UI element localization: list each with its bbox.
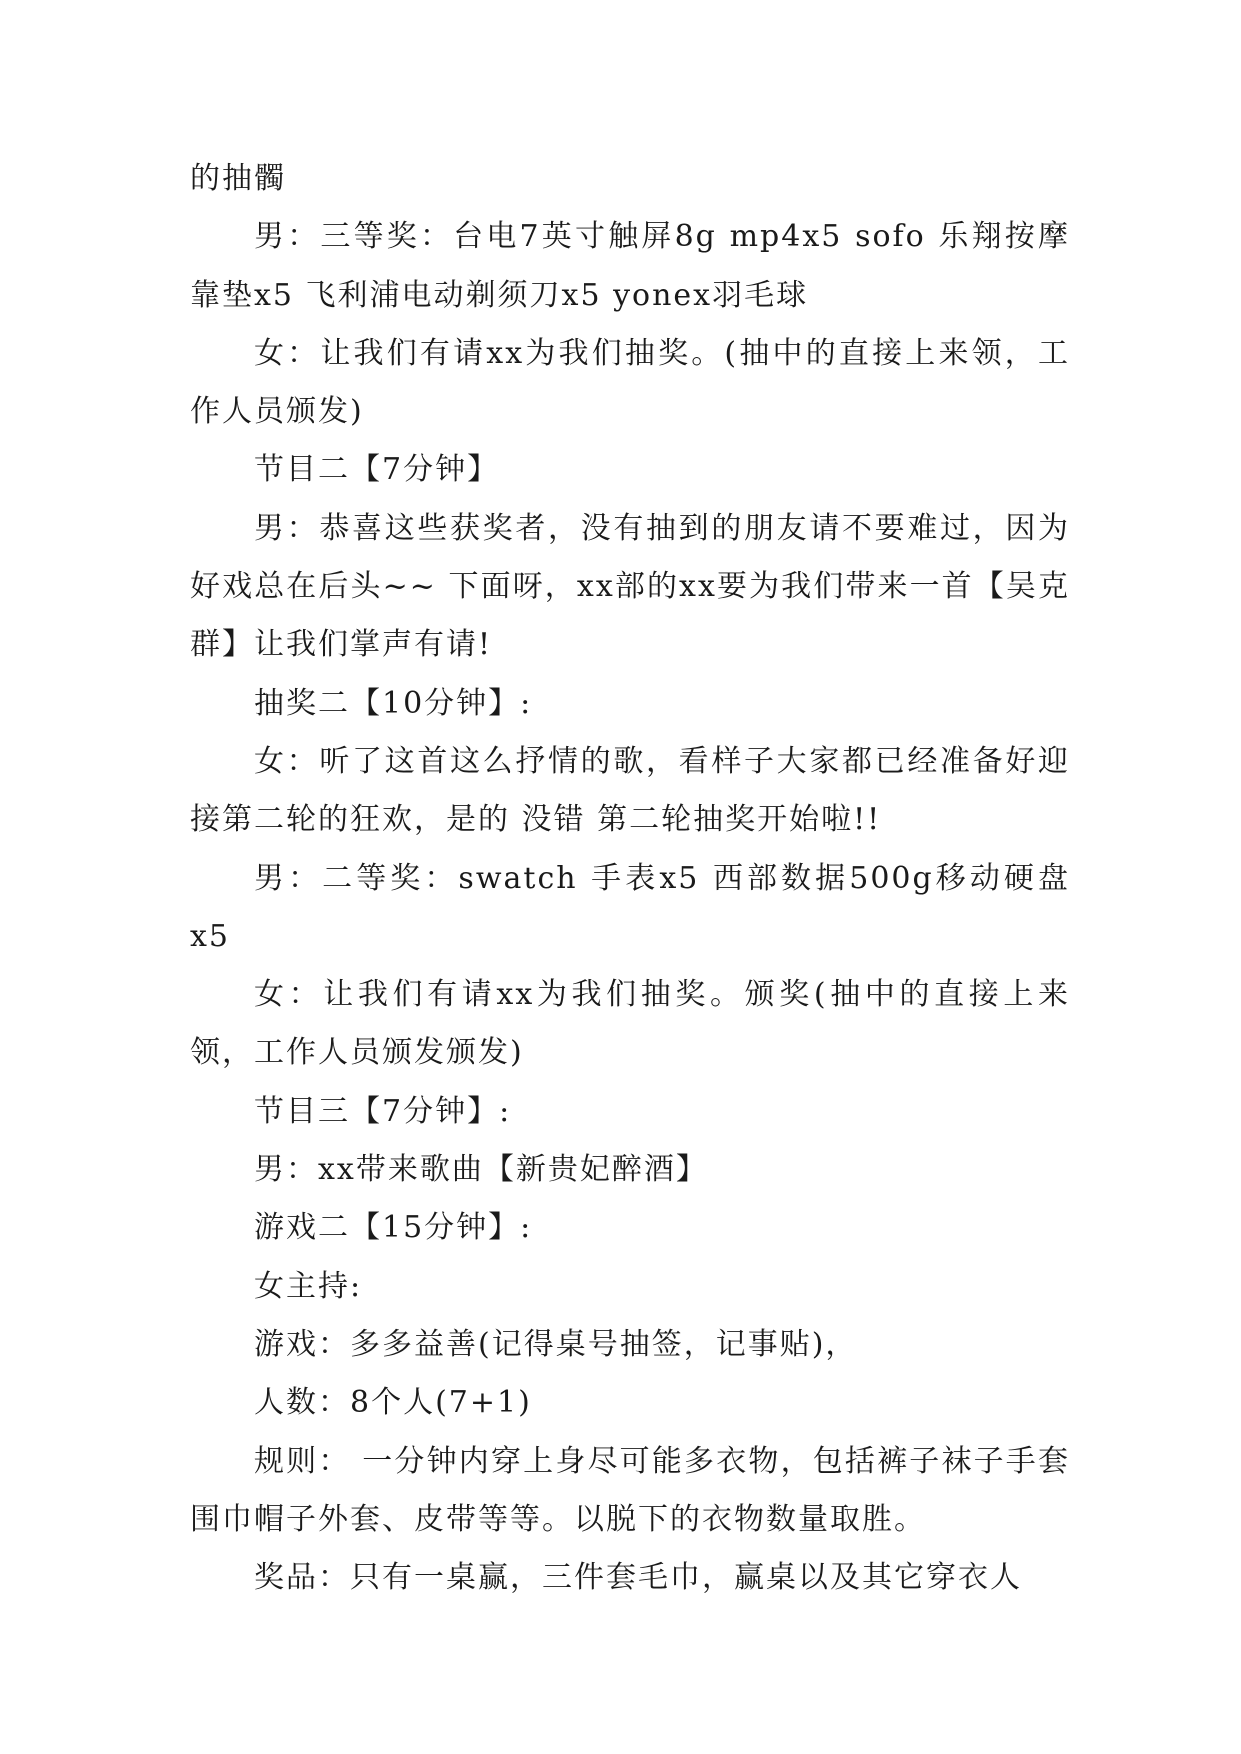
section-heading: 节目二【7分钟】 [254,452,500,488]
section-heading: 抽奖二【10分钟】: [254,685,533,721]
paragraph: 奖品：只有一桌赢，三件套毛巾，赢桌以及其它穿衣人 [254,1560,1022,1596]
paragraph: 女：让我们有请xx为我们抽奖。颁奖(抽中的直接上来领，工作人员颁发颁发) [190,977,1070,1071]
section-heading: 节目三【7分钟】: [254,1093,512,1129]
paragraph: 规则： 一分钟内穿上身尽可能多衣物，包括裤子袜子手套围巾帽子外套、皮带等等。以脱下的衣物数量取胜。 [190,1443,1070,1537]
paragraph: 男：恭喜这些获奖者，没有抽到的朋友请不要难过，因为好戏总在后头~~ 下面呀，xx部的xx要为我们带来一首【吴克群】让我们掌声有请! [190,510,1070,663]
paragraph: 女主持: [254,1268,363,1304]
paragraph: 男：三等奖：台电7英寸触屏8g mp4x5 sofo 乐翔按摩靠垫x5 飞利浦电动剃须刀x5 yonex羽毛球 [190,219,1070,313]
paragraph: 人数：8个人(7+1) [254,1385,532,1421]
paragraph: 游戏：多多益善(记得桌号抽签，记事贴)， [254,1326,858,1362]
paragraph: 女：听了这首这么抒情的歌，看样子大家都已经准备好迎接第二轮的狂欢，是的 没错 第二轮抽奖开始啦!! [190,743,1070,838]
paragraph: 女：让我们有请xx为我们抽奖。(抽中的直接上来领，工作人员颁发) [190,335,1070,430]
paragraph: 的抽髑 [190,161,286,196]
paragraph: 男：xx带来歌曲【新贵妃醉酒】 [254,1152,708,1188]
section-heading: 游戏二【15分钟】: [254,1210,533,1246]
document-body [190,150,1070,1607]
paragraph: 男：二等奖：swatch 手表x5 西部数据500g移动硬盘x5 [190,860,1070,954]
